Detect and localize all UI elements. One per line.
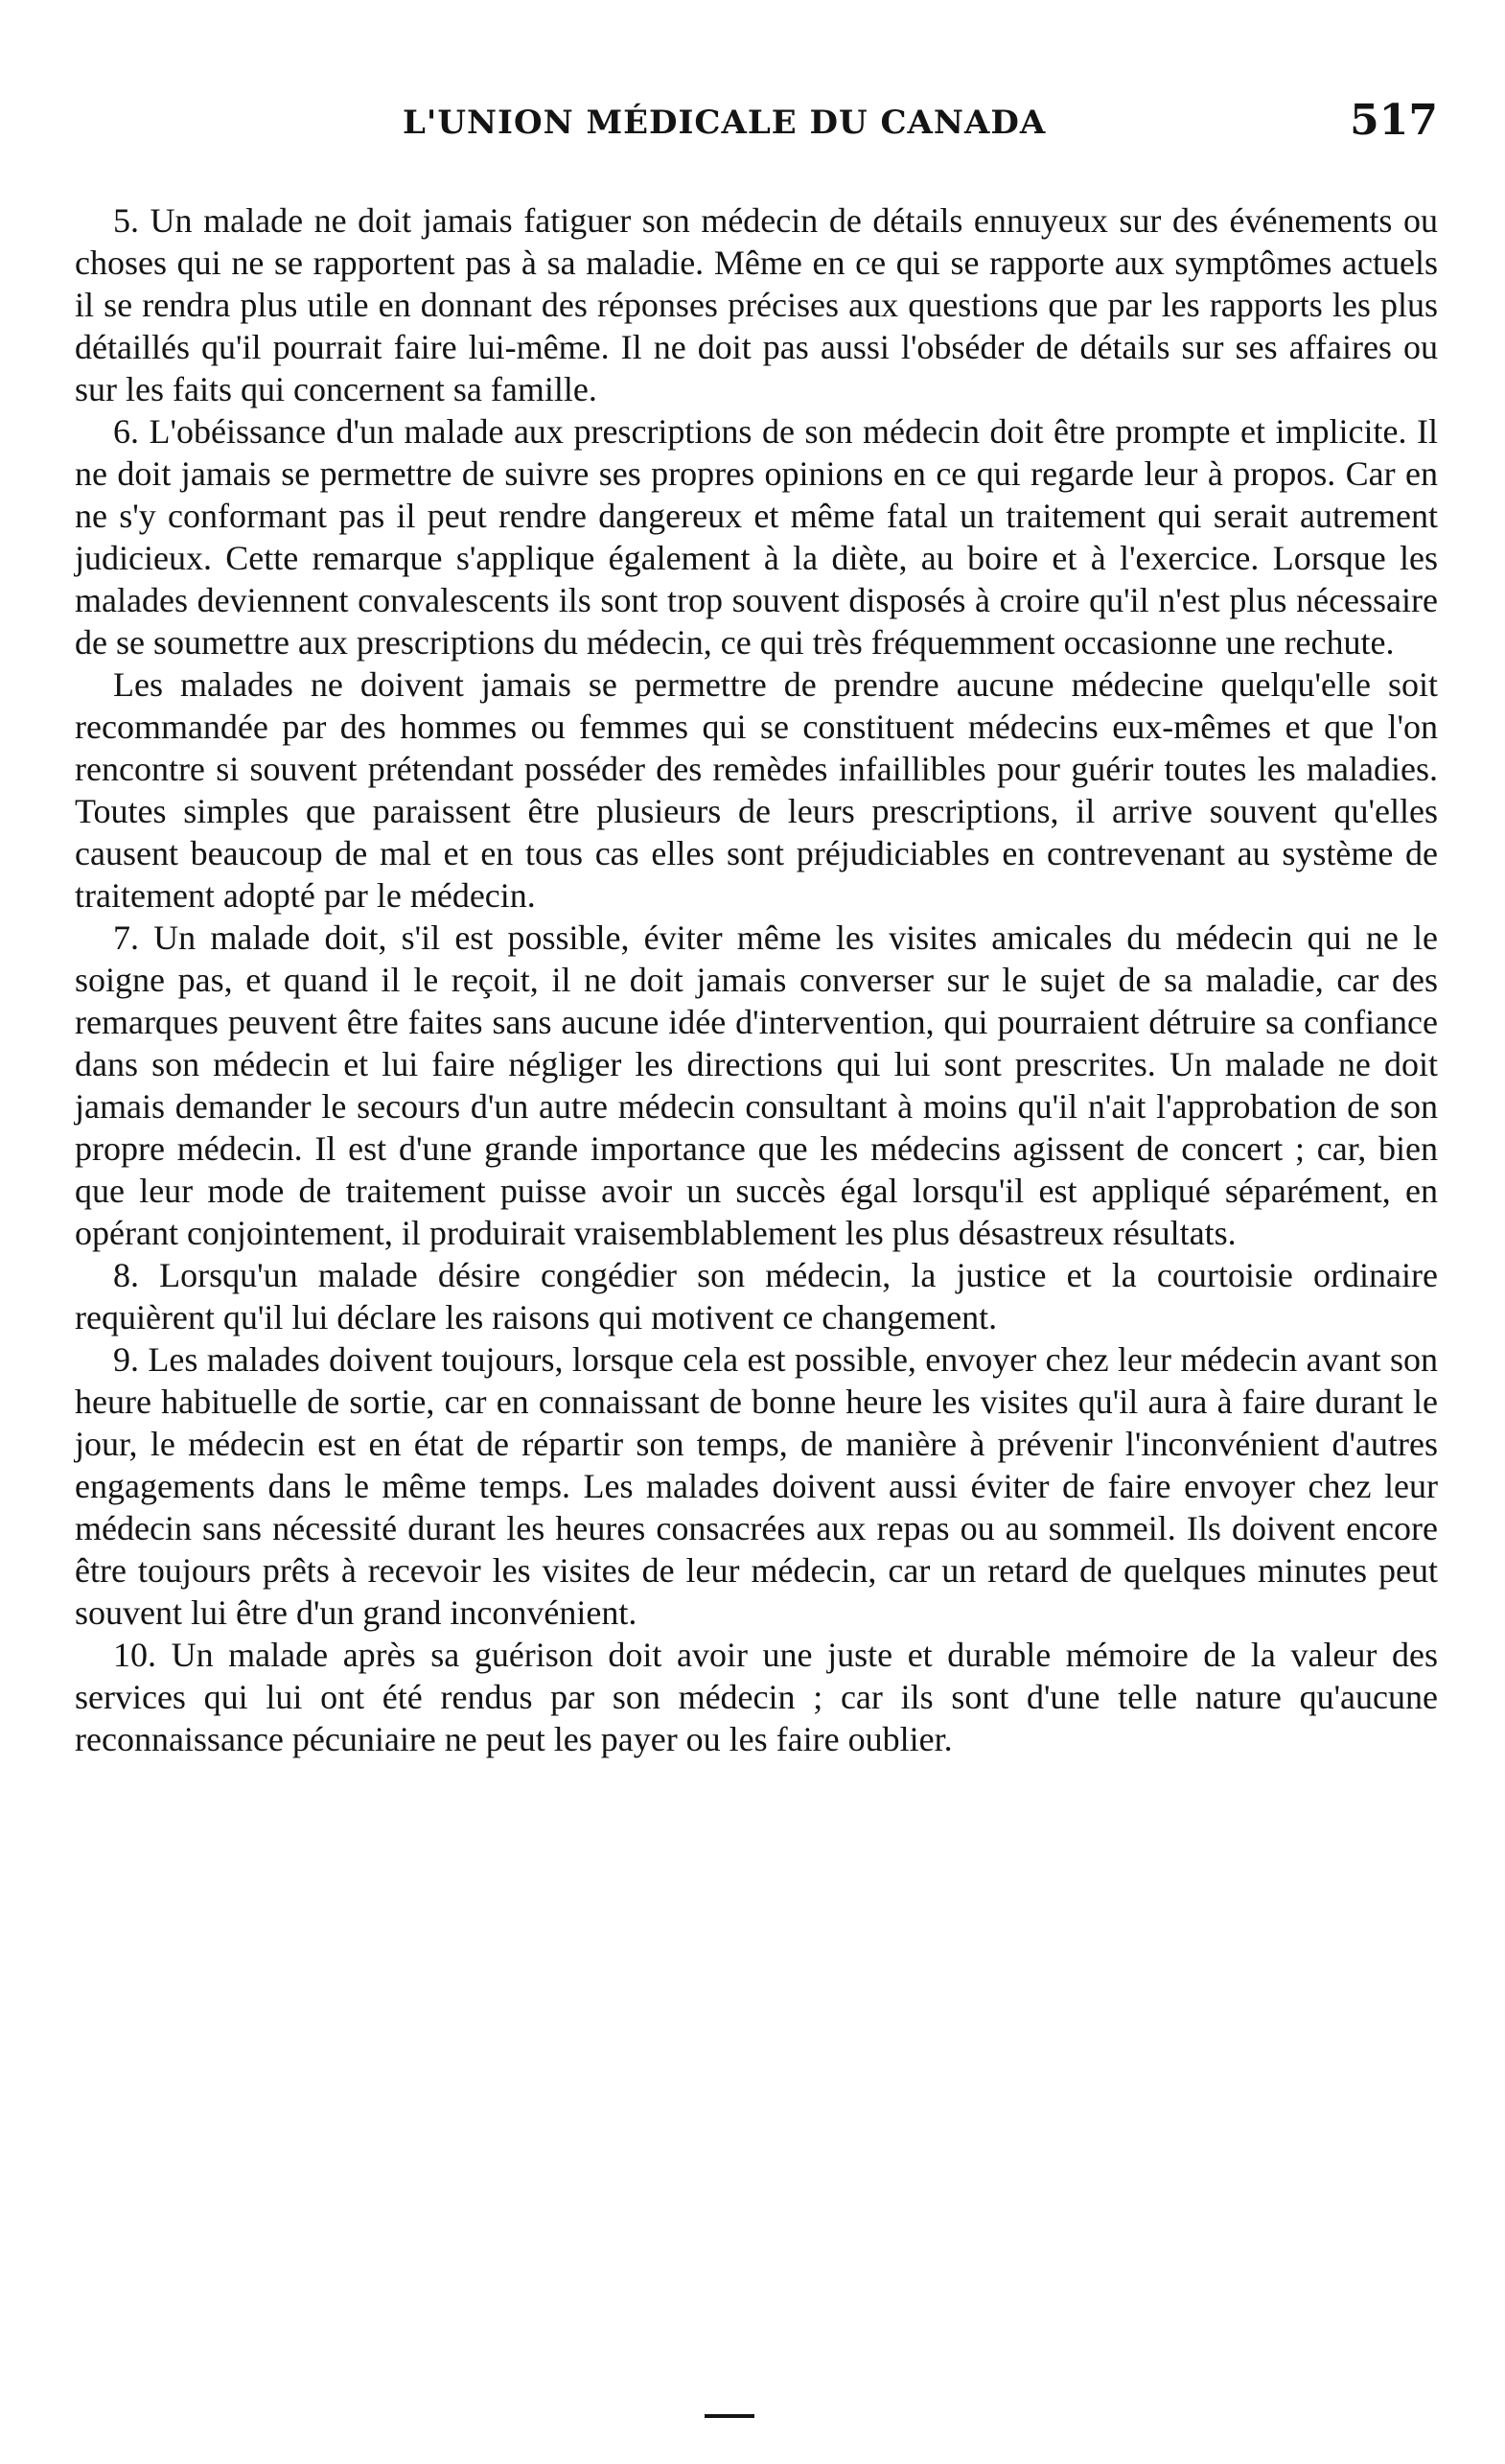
paragraph-8: 8. Lorsqu'un malade désire congédier son médecin, la justice et la courtoisie ordinaire requièrent qu'il lui déclare les raisons qui motivent ce changement. bbox=[75, 1256, 1438, 1337]
paragraph-9: 9. Les malades doivent toujours, lorsque cela est possible, envoyer chez leur médecin avant son heure habituelle de sortie, car en connaissant de bonne heure les visites qu'il aura à faire durant le jour, le médecin est en état de répartir son temps, de manière à prévenir l'inconvénient d'autres engagements dans le même temps. Les malades doivent aussi éviter de faire envoyer chez leur médecin sans nécessité durant les heures consacrées aux repas ou au sommeil. Ils doivent encore être toujours prêts à recevoir les visites de leur médecin, car un retard de quelques minutes peut souvent lui être d'un grand inconvénient. bbox=[75, 1340, 1438, 1632]
paragraph-6-continued: Les malades ne doivent jamais se permettre de prendre aucune médecine quelqu'elle soit recommandée par des hommes ou femmes qui se constituent médecins eux-mêmes et que l'on rencontre si souvent prétendant posséder des remèdes infaillibles pour guérir toutes les maladies. Toutes simples que paraissent être plusieurs de leurs prescriptions, il arrive souvent qu'elles causent beaucoup de mal et en tous cas elles sont préjudiciables en contrevenant au système de traitement adopté par le médecin. bbox=[75, 665, 1438, 915]
end-rule bbox=[705, 2414, 754, 2418]
page-number: 517 bbox=[1350, 96, 1438, 145]
paragraph-5: 5. Un malade ne doit jamais fatiguer son médecin de détails ennuyeux sur des événements ou choses qui ne se rapportent pas à sa maladie. Même en ce qui se rapporte aux symptômes actuels il se rendra plus utile en donnant des réponses précises aux questions que par les rapports les plus détaillés qu'il pourrait faire lui-même. Il ne doit pas aussi l'obséder de détails sur ses affaires ou sur les faits qui concernent sa famille. bbox=[75, 201, 1438, 408]
paragraph-10: 10. Un malade après sa guérison doit avoir une juste et durable mémoire de la valeur des services qui lui ont été rendus par son médecin ; car ils sont d'une telle nature qu'aucune reconnaissance pécuniaire ne peut les payer ou les faire oublier. bbox=[75, 1636, 1438, 1758]
paragraph-6: 6. L'obéissance d'un malade aux prescriptions de son médecin doit être prompte et implicite. Il ne doit jamais se permettre de suivre ses propres opinions en ce qui regarde leur à propos. Car en ne s'y conformant pas il peut rendre dangereux et même fatal un traitement qui serait autrement judicieux. Cette remarque s'applique également à la diète, au boire et à l'exercice. Lorsque les malades deviennent convalescents ils sont trop souvent disposés à croire qu'il n'est plus nécessaire de se soumettre aux prescriptions du médecin, ce qui très fréquemment occasionne une rechute. bbox=[75, 412, 1438, 662]
page-header bbox=[383, 96, 1438, 163]
body-text bbox=[75, 199, 1438, 1760]
paragraph-7: 7. Un malade doit, s'il est possible, éviter même les visites amicales du médecin qui ne le soigne pas, et quand il le reçoit, il ne doit jamais converser sur le sujet de sa maladie, car des remarques peuvent être faites sans aucune idée d'intervention, qui pourraient détruire sa confiance dans son médecin et lui faire négliger les directions qui lui sont prescrites. Un malade ne doit jamais demander le secours d'un autre médecin consultant à moins qu'il n'ait l'approbation de son propre médecin. Il est d'une grande importance que les médecins agissent de concert ; car, bien que leur mode de traitement puisse avoir un succès égal lorsqu'il est appliqué séparément, en opérant conjointement, il produirait vraisemblablement les plus désastreux résultats. bbox=[75, 918, 1438, 1252]
running-head: L'UNION MÉDICALE DU CANADA bbox=[403, 104, 1047, 142]
